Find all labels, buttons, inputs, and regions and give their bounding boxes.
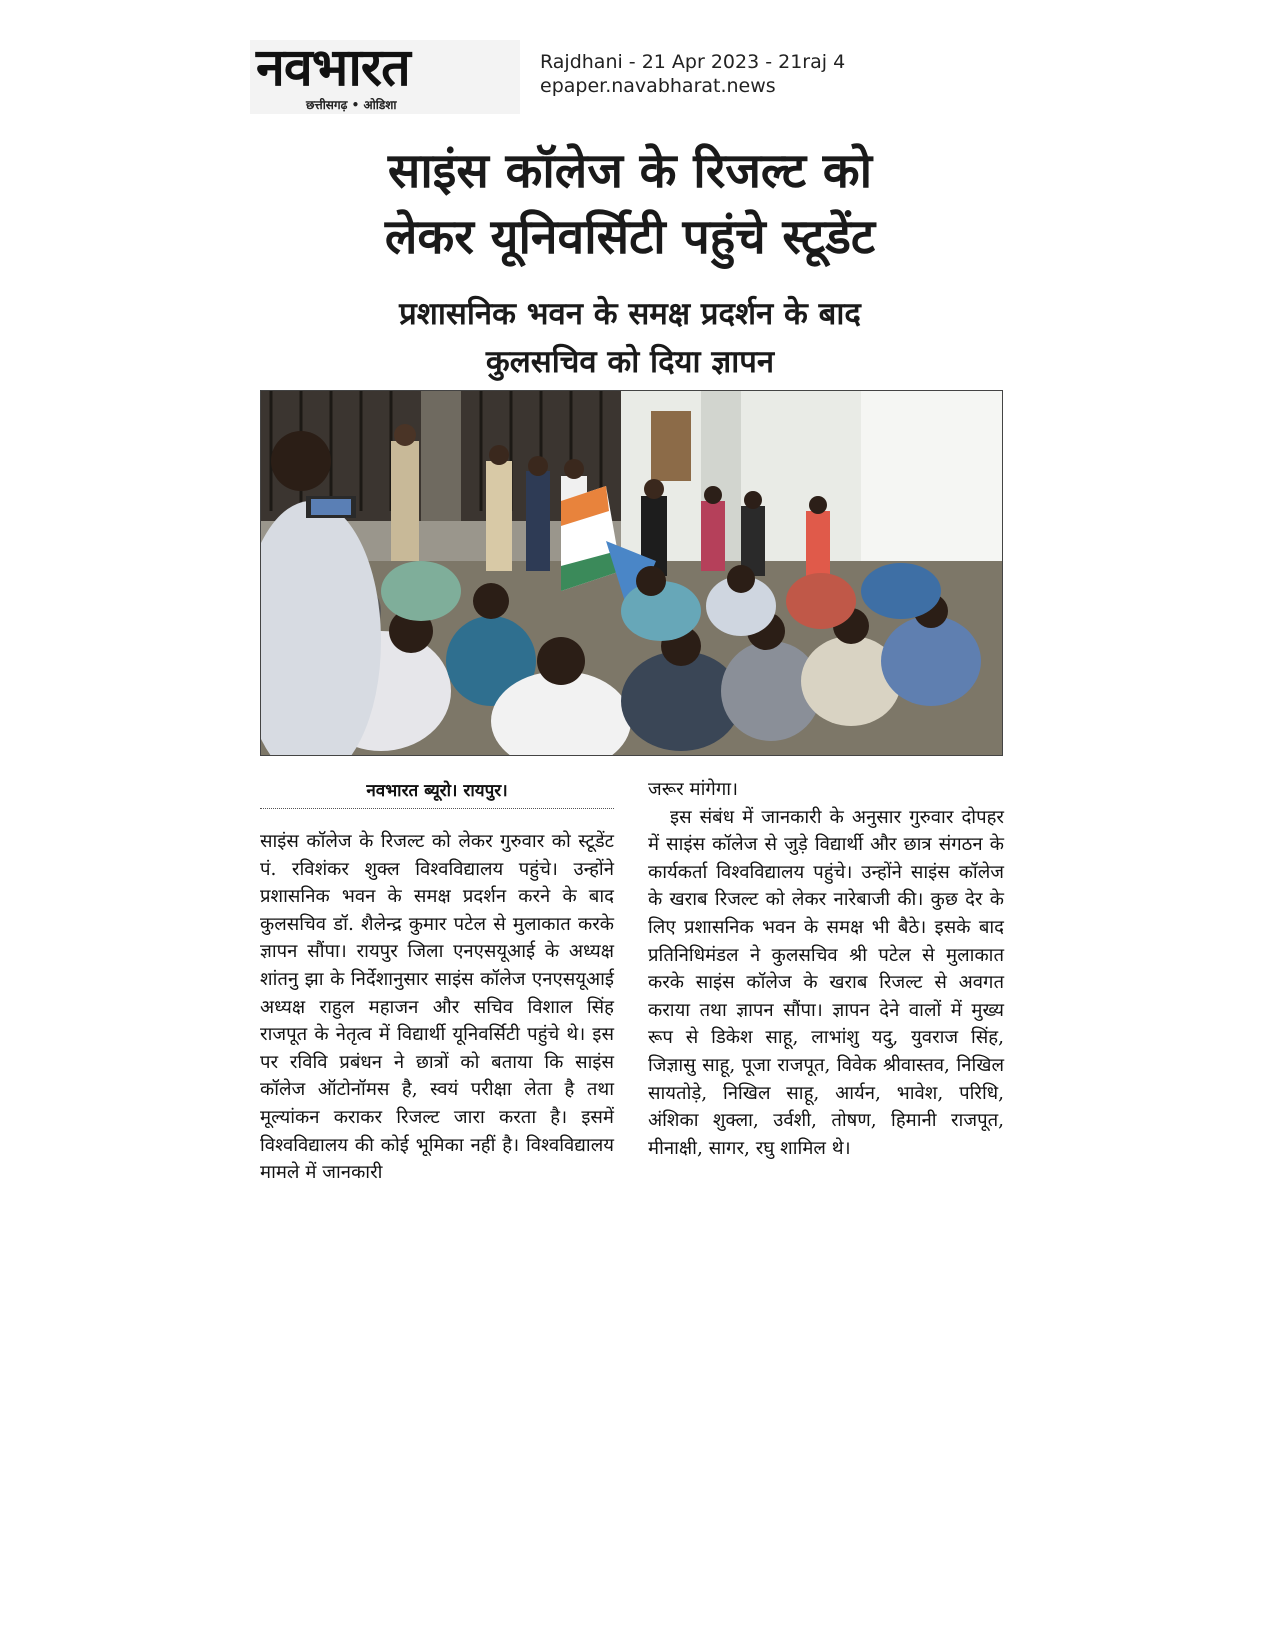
- headline-line-2: लेकर यूनिवर्सिटी पहुंचे स्टूडेंट: [384, 209, 876, 265]
- masthead-regions: छत्तीसगढ़ • ओडिशा: [306, 98, 397, 112]
- edition-date-line: Rajdhani - 21 Apr 2023 - 21raj 4: [540, 51, 846, 73]
- newspaper-masthead: [250, 40, 520, 114]
- article-paragraph: जरूर मांगेगा।: [648, 779, 739, 800]
- epaper-url: epaper.navabharat.news: [540, 75, 776, 97]
- article-headline: [250, 138, 1010, 270]
- headline-line-1: साइंस कॉलेज के रिजल्ट को: [387, 143, 873, 199]
- article-paragraph: साइंस कॉलेज के रिजल्ट को लेकर गुरुवार को स्टूडेंट पं. रविशंकर शुक्ल विश्वविद्यालय पहुंचे। उन्होंने प्रशासनिक भवन के समक्ष प्रदर्शन करने के बाद कुलसचिव डॉ. शैलेन्द्र कुमार पटेल से मुलाकात करके ज्ञापन सौंपा। रायपुर जिला एनएसयूआई के अध्यक्ष शांतनु झा के निर्देशानुसार साइंस कॉलेज एनएसयूआई अध्यक्ष राहुल महाजन और सचिव विशाल सिंह राजपूत के नेतृत्व में विद्यार्थी यूनिवर्सिटी पहुंचे थे। इस पर रविवि प्रबंधन ने छात्रों को बताया कि साइंस कॉलेज ऑटोनॉमस है, स्वयं परीक्षा लेता है तथा मूल्यांकन कराकर रिजल्ट जारा करता है। इसमें विश्वविद्यालय की कोई भूमिका नहीं है। विश्वविद्यालय मामले में जानकारी: [260, 831, 614, 1184]
- article-column-2: [648, 776, 1004, 1162]
- article-column-1: [260, 828, 614, 1187]
- protest-photo-illustration: [261, 391, 1003, 756]
- newspaper-logo: नवभारत: [256, 38, 410, 98]
- article-byline: नवभारत ब्यूरो। रायपुर।: [366, 781, 508, 801]
- article-subheadline: [250, 290, 1010, 386]
- byline-divider: [260, 808, 614, 809]
- edition-info: [540, 50, 845, 98]
- article-paragraph: इस संबंध में जानकारी के अनुसार गुरुवार दोपहर में साइंस कॉलेज से जुड़े विद्यार्थी और छात्र संगठन के कार्यकर्ता विश्वविद्यालय पहुंचे। उन्होंने साइंस कॉलेज के खराब रिजल्ट को लेकर नारेबाजी की। कुछ देर के लिए प्रशासनिक भवन के समक्ष भी बैठे। इसके बाद प्रतिनिधिमंडल ने कुलसचिव श्री पटेल से मुलाकात करके साइंस कॉलेज के खराब रिजल्ट से अवगत कराया तथा ज्ञापन सौंपा। ज्ञापन देने वालों में मुख्य रूप से डिकेश साहू, लाभांशु यदु, युवराज सिंह, जिज्ञासु साहू, पूजा राजपूत, विवेक श्रीवास्तव, निखिल सायतोड़े, निखिल साहू, आर्यन, भावेश, परिधि, अंशिका शुक्ला, उर्वशी, तोषण, हिमानी राजपूत, मीनाक्षी, सागर, रघु शामिल थे।: [648, 806, 1004, 1159]
- subhead-line-1: प्रशासनिक भवन के समक्ष प्रदर्शन के बाद: [399, 296, 861, 332]
- subhead-line-2: कुलसचिव को दिया ज्ञापन: [485, 344, 775, 380]
- students-protest-photo: [260, 390, 1003, 756]
